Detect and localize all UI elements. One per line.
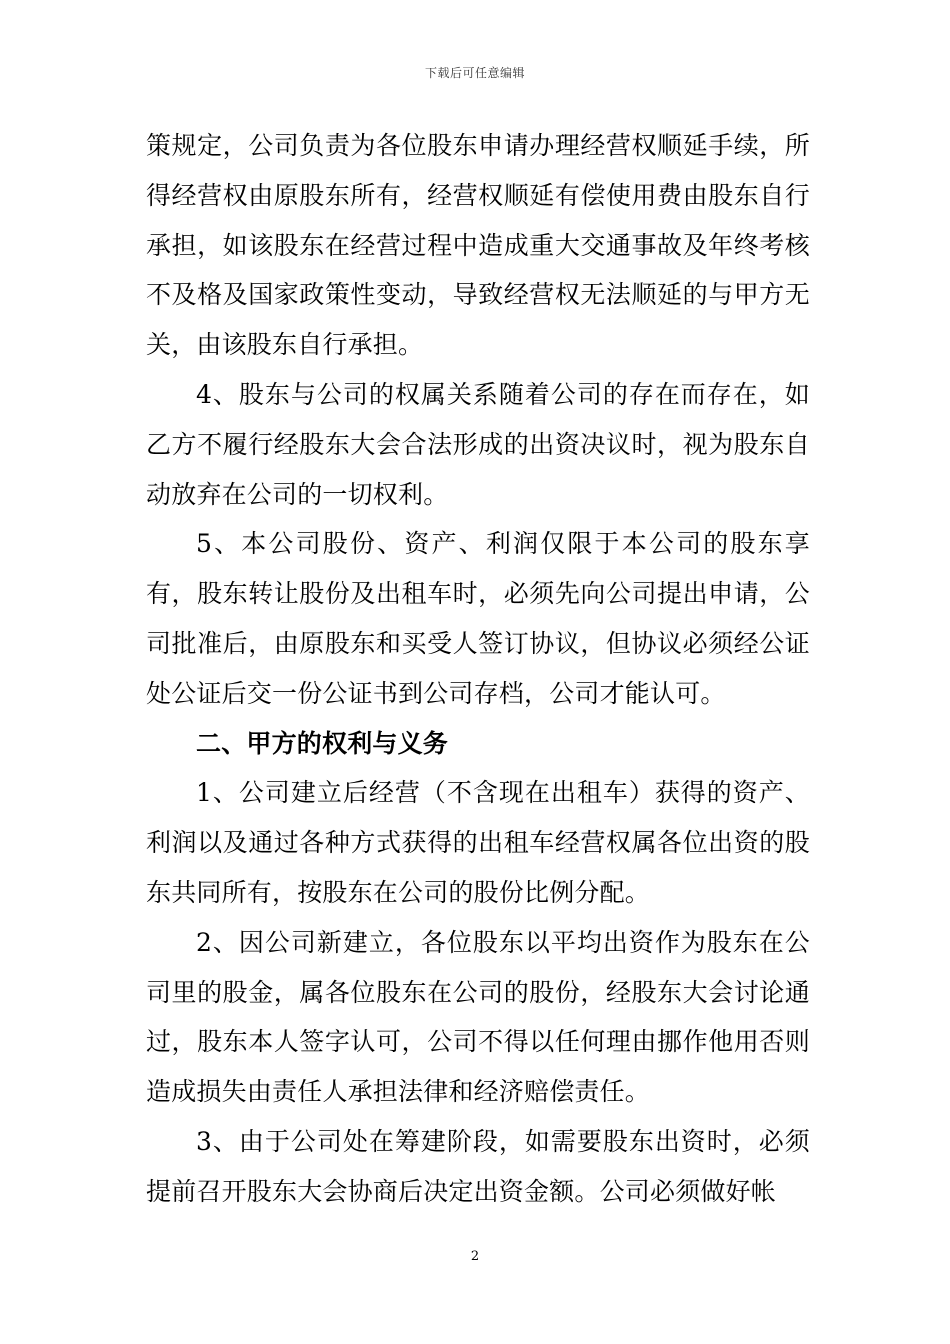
paragraph-clause-2: 2、因公司新建立，各位股东以平均出资作为股东在公司里的股金，属各位股东在公司的股份，经股东大会讨论通过，股东本人签字认可，公司不得以任何理由挪作他用否则造成损失由责任人承担法律和经济赔偿责任。 (146, 927, 810, 1107)
document-body (146, 121, 810, 1217)
paragraph-clause-1: 1、公司建立后经营（不含现在出租车）获得的资产、利润以及通过各种方式获得的出租车经营权属各位出资的股东共同所有，按股东在公司的股份比例分配。 (146, 778, 810, 907)
section-heading: 二、甲方的权利与义务 (196, 728, 449, 758)
paragraph-clause-4: 4、股东与公司的权属关系随着公司的存在而存在，如乙方不履行经股东大会合法形成的出资决议时，视为股东自动放弃在公司的一切权利。 (146, 379, 810, 509)
page-header: 下载后可任意编辑 (424, 66, 525, 80)
page-number: 2 (470, 1249, 480, 1264)
paragraph-clause-5: 5、本公司股份、资产、利润仅限于本公司的股东享有，股东转让股份及出租车时，必须先向公司提出申请，公司批准后，由原股东和买受人签订协议，但协议必须经公证处公证后交一份公证书到公司存档，公司才能认可。 (146, 529, 810, 708)
paragraph-clause-3: 3、由于公司处在筹建阶段，如需要股东出资时，必须提前召开股东大会协商后决定出资金额。公司必须做好帐 (146, 1126, 810, 1206)
paragraph-continuation: 策规定，公司负责为各位股东申请办理经营权顺延手续，所得经营权由原股东所有，经营权顺延有偿使用费由股东自行承担，如该股东在经营过程中造成重大交通事故及年终考核不及格及国家政策性变动，导致经营权无法顺延的与甲方无关，由该股东自行承担。 (146, 131, 810, 360)
